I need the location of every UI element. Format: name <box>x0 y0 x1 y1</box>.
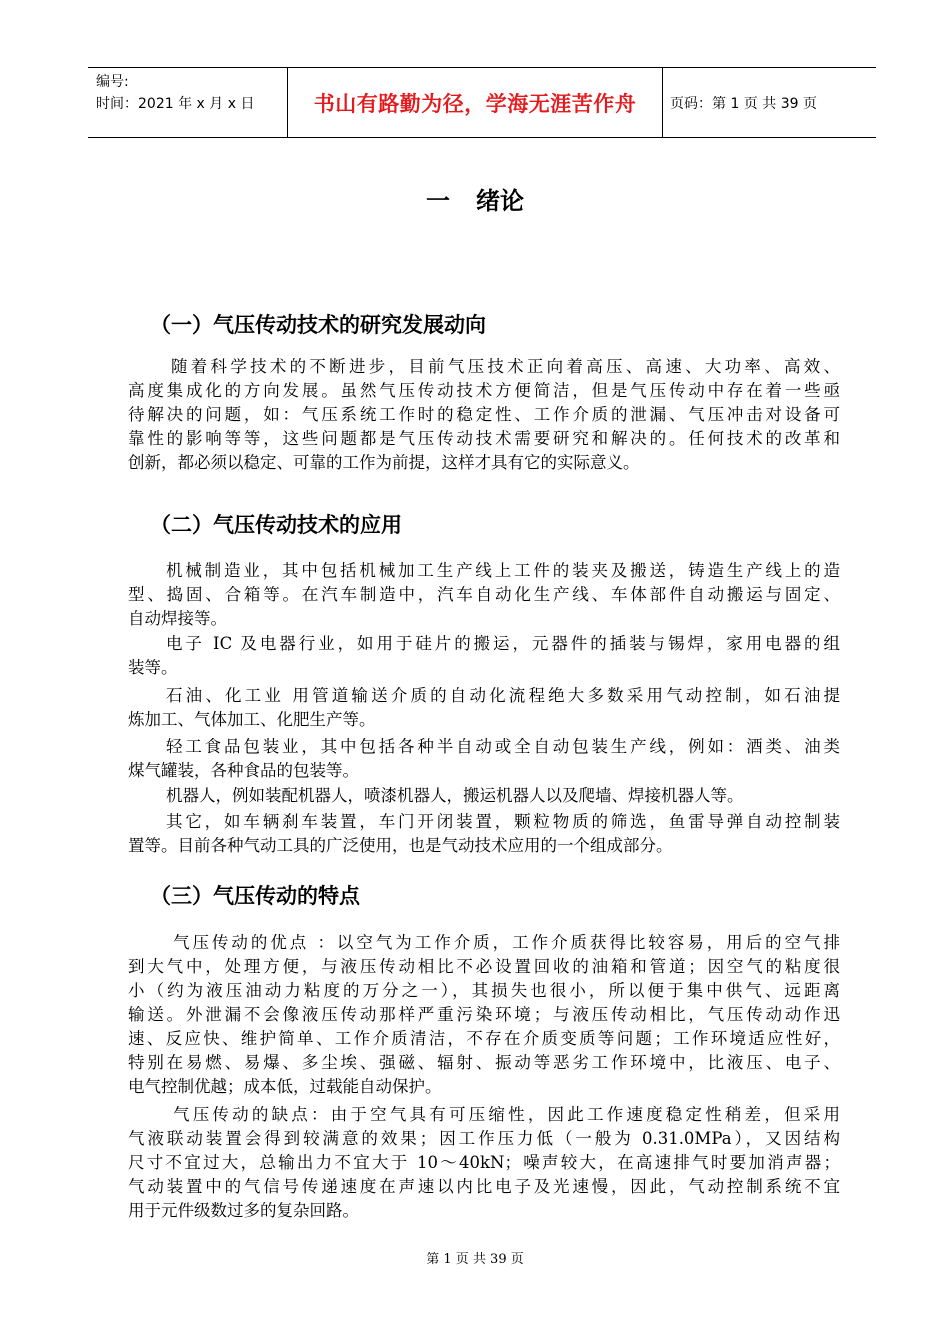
text-line: 输送。外泄漏不会像液压传动那样严重污染环境；与液压传动相比，气压传动动作迅 <box>128 1005 840 1024</box>
paragraph <box>128 810 840 858</box>
chapter-number: 一 <box>426 187 450 215</box>
text-line: 轻工食品包装业，其中包括各种半自动或全自动包装生产线，例如：酒类、油类 <box>166 737 840 756</box>
text-line: 待解决的问题，如：气压系统工作时的稳定性、工作介质的泄漏、气压冲击对设备可 <box>128 405 840 424</box>
text-line: 置等。目前各种气动工具的广泛使用，也是气动技术应用的一个组成部分。 <box>128 836 673 855</box>
paragraph <box>128 559 840 631</box>
text-line: 电子 IC 及电器行业，如用于硅片的搬运，元器件的插装与锡焊，家用电器的组 <box>166 634 840 653</box>
paragraph <box>128 784 840 808</box>
text-line: 尺寸不宜过大，总输出力不宜大于 10～40kN；噪声较大，在高速排气时要加消声器； <box>128 1153 840 1172</box>
chapter-title-text: 绪论 <box>476 187 524 215</box>
text-line: 自动焊接等。 <box>128 609 227 628</box>
paragraph <box>128 632 840 680</box>
text-line: 装等。 <box>128 658 178 677</box>
text-line: 气压传动的优点 ：以空气为工作介质，工作介质获得比较容易，用后的空气排 <box>173 933 840 952</box>
text-line: 随着科学技术的不断进步，目前气压技术正向着高压、高速、大功率、高效、 <box>171 357 840 376</box>
text-line: 小（约为液压油动力粘度的万分之一），其损失也很小，所以便于集中供气、远距离 <box>128 981 840 1000</box>
paragraph <box>128 735 840 783</box>
page-footer: 第 1 页 共 39 页 <box>426 1252 524 1267</box>
paragraph <box>128 684 840 732</box>
text-line: 电气控制优越；成本低，过载能自动保护。 <box>128 1077 442 1096</box>
header-motto-cell <box>287 68 663 137</box>
header-page-info: 页码：第 1 页 共 39 页 <box>670 95 817 112</box>
section-heading: （三）气压传动的特点 <box>150 884 360 908</box>
text-line: 气液联动装置会得到较满意的效果；因工作压力低（一般为 0.31.0MPa），又因结构 <box>128 1129 840 1148</box>
chapter-title <box>0 181 950 216</box>
section-heading: （一）气压传动技术的研究发展动向 <box>150 313 486 337</box>
text-line: 气压传动的缺点：由于空气具有可压缩性，因此工作速度稳定性稍差，但采用 <box>173 1105 840 1124</box>
paragraph <box>128 355 840 475</box>
text-line: 靠性的影响等等，这些问题都是气压传动技术需要研究和解决的。任何技术的改革和 <box>128 429 840 448</box>
text-line: 高度集成化的方向发展。虽然气压传动技术方便简洁，但是气压传动中存在着一些亟 <box>128 381 840 400</box>
section-heading: （二）气压传动技术的应用 <box>150 513 402 537</box>
date-line: 时间：2021 年 x 月 x 日 <box>96 96 255 112</box>
text-line: 创新，都必须以稳定、可靠的工作为前提，这样才具有它的实际意义。 <box>128 453 640 472</box>
text-line: 机械制造业，其中包括机械加工生产线上工件的装夹及搬送，铸造生产线上的造 <box>166 561 840 580</box>
paragraph <box>128 1103 840 1223</box>
text-line: 煤气罐装，各种食品的包装等。 <box>128 761 359 780</box>
text-line: 机器人，例如装配机器人，喷漆机器人，搬运机器人以及爬墙、焊接机器人等。 <box>166 786 744 805</box>
text-line: 特别在易燃、易爆、多尘埃、强磁、辐射、振动等恶劣工作环境中，比液压、电子、 <box>128 1053 840 1072</box>
paragraph <box>128 931 840 1099</box>
text-line: 到大气中，处理方便，与液压传动相比不必设置回收的油箱和管道；因空气的粘度很 <box>128 957 840 976</box>
document-header <box>88 67 876 138</box>
text-line: 其它，如车辆刹车装置，车门开闭装置，颗粒物质的筛选，鱼雷导弹自动控制装 <box>166 812 840 831</box>
text-line: 炼加工、气体加工、化肥生产等。 <box>128 710 376 729</box>
motto: 书山有路勤为径，学海无涯苦作舟 <box>313 91 637 116</box>
text-line: 型、捣固、合箱等。在汽车制造中，汽车自动化生产线、车体部件自动搬运与固定、 <box>128 585 840 604</box>
text-line: 速、反应快、维护简单、工作介质清洁，不存在介质变质等问题；工作环境适应性好， <box>128 1029 840 1048</box>
text-line: 用于元件级数过多的复杂回路。 <box>128 1201 359 1220</box>
number-label: 编号: <box>96 74 129 90</box>
header-meta <box>88 68 287 137</box>
text-line: 石油、化工业 用管道输送介质的自动化流程绝大多数采用气动控制，如石油提 <box>166 686 840 705</box>
header-page-cell <box>662 68 876 137</box>
text-line: 气动装置中的气信号传递速度在声速以内比电子及光速慢，因此，气动控制系统不宜 <box>128 1177 840 1196</box>
